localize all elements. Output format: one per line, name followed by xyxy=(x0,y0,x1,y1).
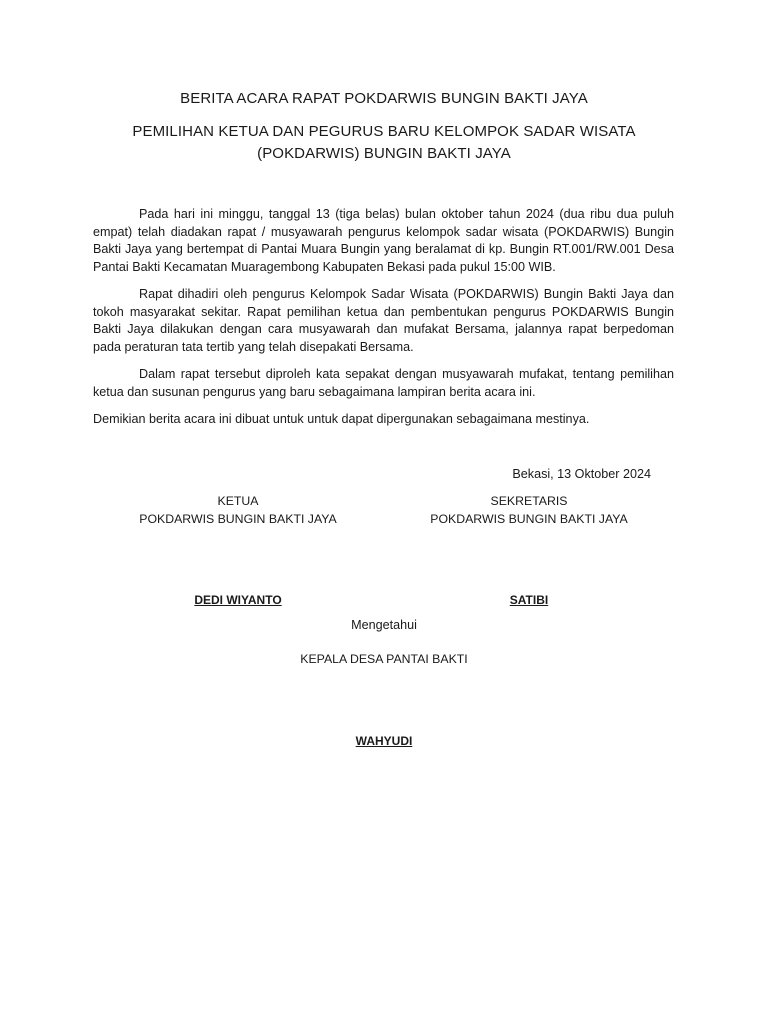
signatory-name-ketua: DEDI WIYANTO xyxy=(194,593,282,607)
paragraph-text: Dalam rapat tersebut diproleh kata sepakat dengan musyawarah mufakat, tentang pemilihan ketua dan susunan pengurus yang baru sebagaimana lampiran berita acara ini. xyxy=(93,367,674,399)
signatory-name-sekretaris: SATIBI xyxy=(509,593,549,607)
document-title: BERITA ACARA RAPAT POKDARWIS BUNGIN BAKTI JAYA xyxy=(180,90,588,107)
signatory-role: SEKRETARIS xyxy=(490,494,568,508)
acknowledgement-name: WAHYUDI xyxy=(355,734,413,748)
paragraph-text: Demikian berita acara ini dibuat untuk untuk dapat dipergunakan sebagaimana mestinya. xyxy=(93,412,590,426)
paragraph-text: Pada hari ini minggu, tanggal 13 (tiga belas) bulan oktober tahun 2024 (dua ribu dua puluh empat) telah diadakan rapat / musyawarah pengurus kelompok sadar wisata (POKDARWIS) Bungin Bakti Jaya yang bertempat di Pantai Muara Bungin yang beralamat di kp. Bungin RT.001/RW.001 Desa Pantai Bakti Kecamatan Muaragembong Kabupaten Bekasi pada pukul 15:00 WIB. xyxy=(93,207,674,274)
document-subtitle xyxy=(0,121,768,165)
paragraph-opening xyxy=(93,206,674,276)
subtitle-line-2: (POKDARWIS) BUNGIN BAKTI JAYA xyxy=(257,145,511,162)
signatory-role: KETUA xyxy=(217,494,259,508)
signature-block-sekretaris xyxy=(419,493,639,528)
acknowledgement-role: KEPALA DESA PANTAI BAKTI xyxy=(300,652,468,666)
signatory-organization: POKDARWIS BUNGIN BAKTI JAYA xyxy=(430,511,628,526)
signatory-organization: POKDARWIS BUNGIN BAKTI JAYA xyxy=(139,511,337,526)
signature-block-ketua xyxy=(128,493,348,528)
paragraph-result xyxy=(93,366,674,401)
paragraph-attendance xyxy=(93,286,674,356)
paragraph-closing xyxy=(93,411,674,429)
subtitle-line-1: PEMILIHAN KETUA DAN PEGURUS BARU KELOMPOK SADAR WISATA xyxy=(132,123,636,140)
place-date: Bekasi, 13 Oktober 2024 xyxy=(512,467,651,481)
paragraph-text: Rapat dihadiri oleh pengurus Kelompok Sadar Wisata (POKDARWIS) Bungin Bakti Jaya dan tokoh masyarakat sekitar. Rapat pemilihan ketua dan pembentukan pengurus POKDARWIS Bungin Bakti Jaya dilakukan dengan cara musyawarah dan mufakat Bersama, jalannya rapat berpedoman pada peraturan tata tertib yang telah disepakati Bersama. xyxy=(93,287,674,354)
acknowledgement-label: Mengetahui xyxy=(351,618,417,632)
